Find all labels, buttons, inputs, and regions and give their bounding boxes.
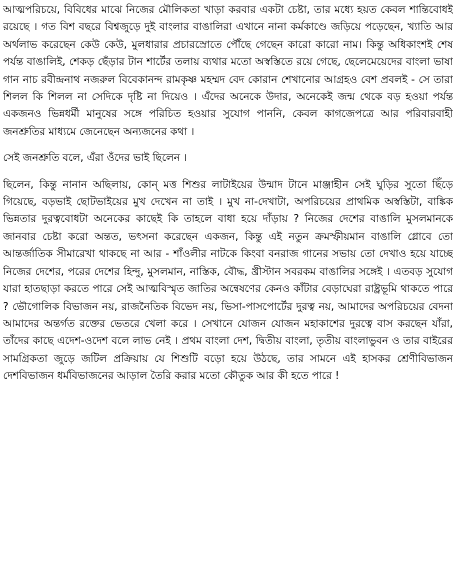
paragraph-gap xyxy=(3,141,453,150)
paragraph-body: ছিলেন, কিন্তু নানান অছিলায়, কোন্ মত্ত শিশুর লাটাইয়ের উন্মাদ টানে মাঞ্জাহীন সেই ঘুড়ির সুতো ছিঁড়ে গিয়েছে, বড়ভাই ছোটভাইয়ের মুখ দেখেন না তাই । মুখ না-দেখাটা, অপরিচয়ের প্রাথমিক অস্বস্তিটা, বাঙ্কিক ভিন্নতার দুরত্ববোধটা অনেকের কাছেই কি তাহলে বাধা হয়ে দাঁড়ায় ? নিজের দেশের বাঙালি মুসলমানকে জানবার চেষ্টা করো অন্তত, ভৎসনা করেছেন একজন, কিন্তু এই নতুন ক্রমস্ফীয়মান বাঙালি গ্লোবে তো আন্তর্জাতিক সীমারেখা থাকছে না আর - শাঁওলীর নাটকে কিংবা বনরাজ গানের সভায় তো দেখাও হয়ে যাচ্ছে নিজের দেশের, পরের দেশের হিন্দু, মুসলমান, নাস্তিক, বৌদ্ধ, খ্রীস্টান সবরকম বাঙালির সঙ্গেই । এতবড় সুযোগ যারা হাতছাড়া করতে পারে সেই আত্মবিস্মৃত জাতির অন্বেষণের কেনও কাঁটার বেড়াঘেরা রাষ্ট্রভূমি থাকতে পারে ? ভৌগোলিক বিভাজন নয়, রাজনৈতিক বিভেদ নয়, ভিসা-পাসপোর্টের দুরত্ব নয়, আমাদের অপরিচয়ের বেদনা আমাদের অন্তর্গত রক্তের ভেতরে খেলা করে । সেখানে যোজন যোজন মহাকাশের দুরত্বে বাস করছেন যাঁরা, তাঁদের কাছে এদেশ-ওদেশ বলে লাভ নেই । প্রথম বাংলা দেশ, দ্বিতীয় বাংলা, তৃতীয় বাংলাভুবন ও তার বাইরের সামগ্রিকতা জুড়ে জটিল প্রক্রিয়ায় যে শিশুটি বড়ো হয়ে উঠছে, তার সামনে এই হাসকর শ্রেণীবিভাজন দেশবিভাজন ধর্মবিভাজনের আড়াল তৈরি করার মতো কৌতুক আর কী হতে পারে ! xyxy=(3,178,453,383)
paragraph-rumor: সেই জনশ্রুতি বলে, এঁরা ওঁদের ভাই ছিলেন । xyxy=(3,152,187,165)
paragraph-intro: আত্মপরিচয়ে, বিবিধের মাঝে নিজের মৌলিকতা খাড়া করবার একটা চেষ্টা, তার মধ্যে হয়ত কেবল শান্তিবোধই রয়েছে । গত বিশ বছরে বিশ্বজুড়ে দুই বাংলার বাঙালিরা এখানে নানা কর্মকাণ্ডে জড়িয়ে পড়েছেন, খ্যাতি আর অর্থলাভ করেছেন কেউ কেউ, মুলধারার প্রচারস্রোতে পৌঁছে গেছেন কারো কারো নাম। কিন্তু অধিকাংশই শেষ পর্যন্ত বাঙালিই, শেকড় ছেঁড়ার টান শার্টের তলায় ব্যথার মতো অস্বস্তিতে রয়ে গেছে, ছেলেমেয়েদের বাংলা ভাষা গান নাচ রবীন্দ্রনাথ নজরুল বিবেকানন্দ রামকৃষ্ণ মহম্মদ বেদ কোরান শেখানোর আগ্রহও বেশ প্রবলই - সে তারা শিলল কি শিলল না সেদিকে দৃষ্টি না দিয়েও । এঁদের অনেকে উদার, অনেকেই জন্ম থেকে বড় হওয়া পর্যন্ত একজনও ভিন্নধর্মী মানুষের সঙ্গে পরিচিত হওয়ার সুযোগ পাননি, কেবল কাগজেপত্রে আর পরিবারবাহী জনশ্রুতির মাধ্যমে জেনেছেন অন্যজনের কথা । xyxy=(3,4,453,138)
paragraph-gap xyxy=(3,168,453,177)
document-page xyxy=(3,2,453,564)
